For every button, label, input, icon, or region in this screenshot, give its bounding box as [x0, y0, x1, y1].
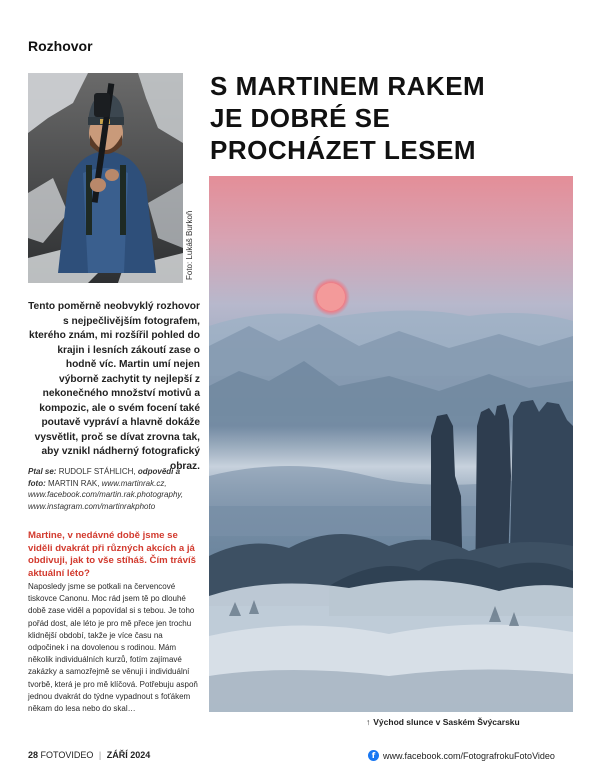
- asked-label: Ptal se:: [28, 467, 57, 476]
- interview-question: Martine, v nedávné době jsme se viděli dvakrát při různých akcích a já obdivuji, jak to vše stíháš. Čím trávíš aktuální léto?: [28, 530, 196, 579]
- section-label: Rozhovor: [28, 38, 93, 54]
- footer-separator: |: [98, 750, 102, 760]
- headline: [210, 70, 570, 166]
- facebook-link[interactable]: www.facebook.com/FotografrokuFotoVideo: [383, 750, 555, 761]
- arrow-up-icon: ↑: [366, 717, 371, 727]
- answered-name: MARTIN RAK,: [48, 478, 100, 488]
- landscape-photo: [209, 176, 573, 712]
- photo-credit: Foto: Lukáš Burkoň: [185, 210, 194, 280]
- sunrise-landscape-illustration: [209, 176, 573, 712]
- interview-answer: Naposledy jsme se potkali na červencové tiskovce Canonu. Moc rád jsem tě po dlouhé době zase viděl a popovídal si s tebou. Je toho pořád dost, ale léto je pro mě přece jen trochu klidnější období, takže je více času na odpočinek i na dovolenou s rodinou. Mám několik individuálních kurzů, fotím zajímavé zakázky a samozřejmě se věnuji i individuální tvorbě, která je pro mě klíčová. Potřebuju aspoň jednou dvakrát do týdne vypadnout s foťákem někam do lesa nebo do skal…: [28, 582, 198, 714]
- asked-name: RUDOLF STÁHLICH,: [58, 467, 136, 476]
- headline-line: JE DOBRÉ SE: [210, 103, 391, 133]
- byline: [28, 466, 200, 512]
- footer-right: [368, 750, 555, 761]
- headline-line: PROCHÁZET LESEM: [210, 135, 477, 165]
- headline-line: S MARTINEM RAKEM: [210, 71, 486, 101]
- answered-label: odpovědi a foto:: [28, 467, 181, 488]
- portrait-photo: [28, 73, 183, 283]
- page-number: 28: [28, 750, 39, 760]
- magazine-name: FOTOVIDEO: [40, 750, 94, 760]
- issue-date: ZÁŘÍ 2024: [106, 750, 151, 760]
- portrait-illustration: [28, 73, 183, 283]
- photo-caption: [366, 717, 520, 727]
- lead-paragraph: Tento poměrně neobvyklý rozhovor s nejpečlivějším fotografem, kterého znám, mi rozšířil pohled do krajin i lesních zákoutí zase o hodně víc. Martin umí nejen výborně zachytit ty nejlepší z nekonečného množství motivů a kompozic, ale o svém focení také poutavě vypráví a hlavně dokáže vysvětlit, proč se dívat zrovna tak, aby vznikl nádherný fotografický obraz.: [28, 301, 200, 472]
- footer-left: [28, 750, 150, 760]
- facebook-icon: f: [368, 750, 379, 761]
- caption-text: Východ slunce v Saském Švýcarsku: [373, 717, 520, 727]
- byline-links: www.martinrak.cz, www.facebook.com/martin.rak.photography, www.instagram.com/martinrakphoto: [28, 478, 184, 511]
